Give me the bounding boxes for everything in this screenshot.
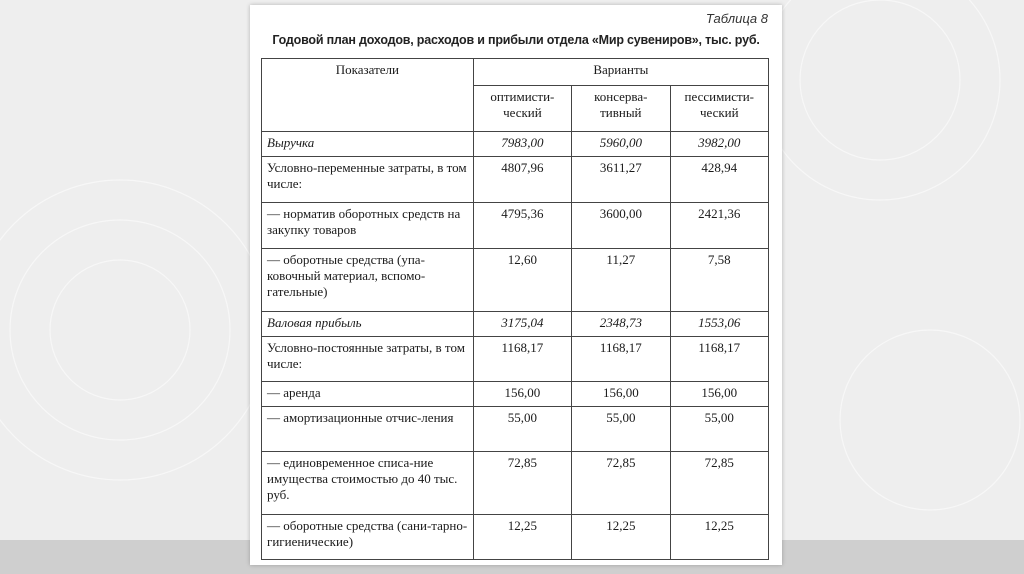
value-conservative: 1168,17 bbox=[572, 337, 670, 382]
value-conservative: 55,00 bbox=[572, 407, 670, 452]
row-label: Выручка bbox=[262, 132, 474, 157]
header-variants: Варианты bbox=[473, 59, 768, 86]
value-optimistic: 1168,17 bbox=[473, 337, 571, 382]
header-indicators: Показатели bbox=[262, 59, 474, 132]
value-pessimistic: 1553,06 bbox=[670, 312, 768, 337]
value-pessimistic: 55,00 bbox=[670, 407, 768, 452]
row-label: Условно-переменные затраты, в том числе: bbox=[262, 157, 474, 203]
value-optimistic: 156,00 bbox=[473, 382, 571, 407]
header-pessimistic: пессимисти-ческий bbox=[670, 86, 768, 132]
document-page bbox=[250, 5, 782, 565]
table-label: Таблица 8 bbox=[705, 11, 768, 26]
table-row bbox=[262, 312, 769, 337]
table-row bbox=[262, 515, 769, 560]
row-label: — оборотные средства (упа-ковочный материал, вспомо-гательные) bbox=[262, 249, 474, 312]
table-row bbox=[262, 407, 769, 452]
row-label: — аренда bbox=[262, 382, 474, 407]
value-pessimistic: 428,94 bbox=[670, 157, 768, 203]
value-conservative: 12,25 bbox=[572, 515, 670, 560]
table-row bbox=[262, 203, 769, 249]
value-conservative: 5960,00 bbox=[572, 132, 670, 157]
value-pessimistic: 72,85 bbox=[670, 452, 768, 515]
value-pessimistic: 2421,36 bbox=[670, 203, 768, 249]
value-conservative: 156,00 bbox=[572, 382, 670, 407]
table-row bbox=[262, 249, 769, 312]
table-row bbox=[262, 382, 769, 407]
row-label: — оборотные средства (сани-тарно-гигиенические) bbox=[262, 515, 474, 560]
value-optimistic: 12,25 bbox=[473, 515, 571, 560]
row-label: — единовременное списа-ние имущества стоимостью до 40 тыс. руб. bbox=[262, 452, 474, 515]
value-pessimistic: 7,58 bbox=[670, 249, 768, 312]
value-optimistic: 72,85 bbox=[473, 452, 571, 515]
value-conservative: 2348,73 bbox=[572, 312, 670, 337]
value-pessimistic: 3982,00 bbox=[670, 132, 768, 157]
value-optimistic: 12,60 bbox=[473, 249, 571, 312]
table-row bbox=[262, 132, 769, 157]
value-optimistic: 7983,00 bbox=[473, 132, 571, 157]
row-label: Условно-постоянные затраты, в том числе: bbox=[262, 337, 474, 382]
header-optimistic: оптимисти-ческий bbox=[473, 86, 571, 132]
document-title: Годовой план доходов, расходов и прибыли отдела «Мир сувениров», тыс. руб. bbox=[272, 33, 760, 47]
value-conservative: 11,27 bbox=[572, 249, 670, 312]
table-row bbox=[262, 157, 769, 203]
table-row bbox=[262, 452, 769, 515]
row-label: — амортизационные отчис-ления bbox=[262, 407, 474, 452]
row-label: — норматив оборотных средств на закупку товаров bbox=[262, 203, 474, 249]
value-optimistic: 55,00 bbox=[473, 407, 571, 452]
row-label: Валовая прибыль bbox=[262, 312, 474, 337]
plan-table bbox=[261, 58, 769, 560]
value-pessimistic: 156,00 bbox=[670, 382, 768, 407]
header-conservative: консерва-тивный bbox=[572, 86, 670, 132]
value-optimistic: 4807,96 bbox=[473, 157, 571, 203]
value-optimistic: 3175,04 bbox=[473, 312, 571, 337]
value-pessimistic: 12,25 bbox=[670, 515, 768, 560]
value-conservative: 3611,27 bbox=[572, 157, 670, 203]
table-row bbox=[262, 337, 769, 382]
value-conservative: 3600,00 bbox=[572, 203, 670, 249]
value-optimistic: 4795,36 bbox=[473, 203, 571, 249]
value-conservative: 72,85 bbox=[572, 452, 670, 515]
value-pessimistic: 1168,17 bbox=[670, 337, 768, 382]
